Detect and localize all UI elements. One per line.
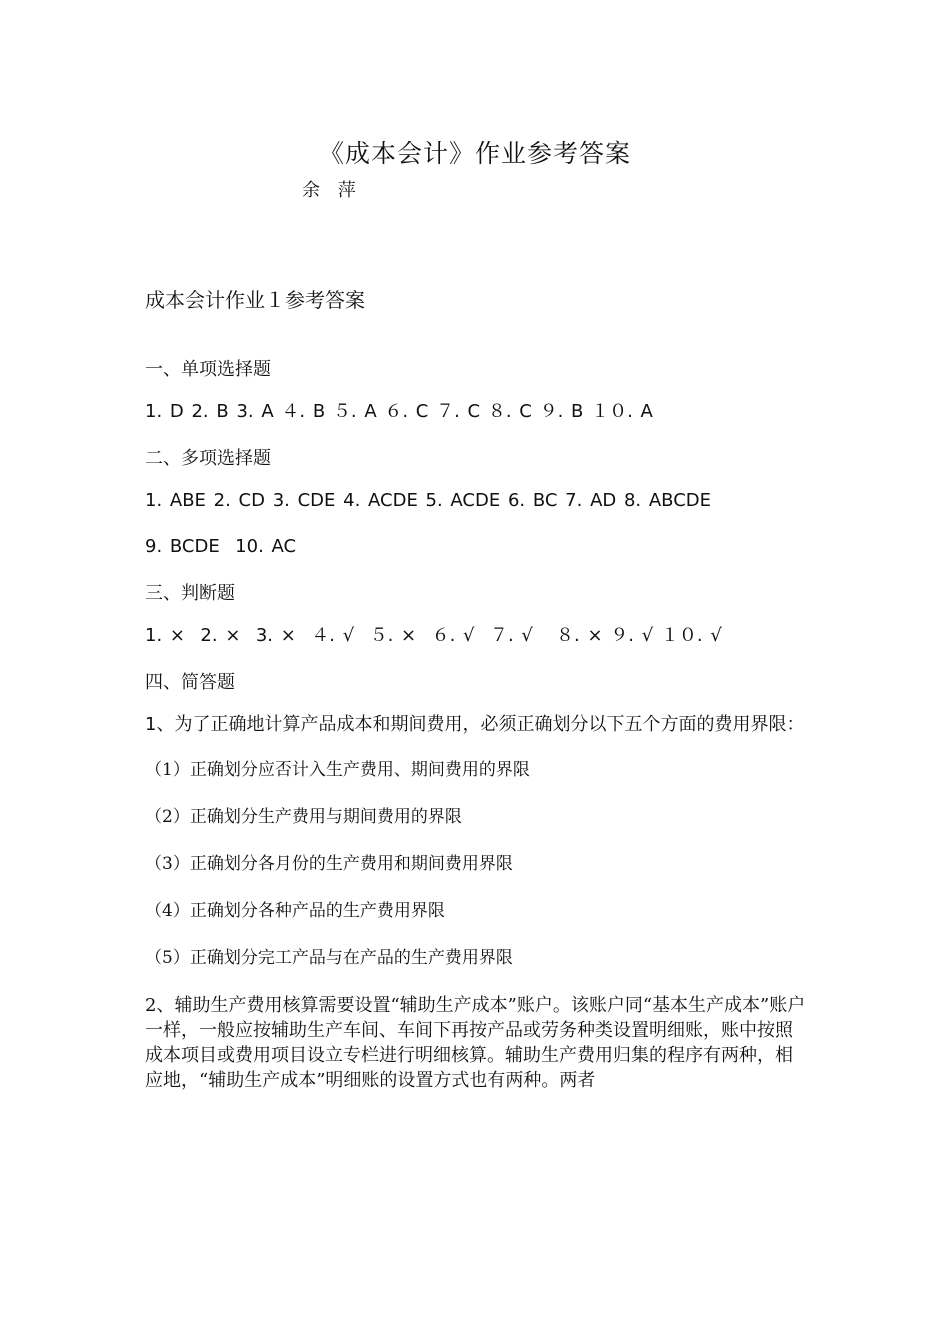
q1-item: （5）正确划分完工产品与在产品的生产费用界限: [145, 948, 513, 968]
document-title: 《成本会计》作业参考答案: [318, 139, 631, 168]
single-choice-answers: 1. D 2. B 3. A ４. B ５. A ６. C ７. C ８. C ９. B １０. A: [145, 401, 653, 422]
q1-number: 1: [145, 714, 157, 735]
q1-item: （1）正确划分应否计入生产费用、期间费用的界限: [145, 760, 530, 780]
q1-item: （3）正确划分各月份的生产费用和期间费用界限: [145, 854, 513, 874]
document-body: [145, 284, 810, 1114]
q1-intro: 、为了正确地计算产品成本和期间费用，必须正确划分以下五个方面的费用界限：: [156, 714, 805, 735]
q1-item: （2）正确划分生产费用与期间费用的界限: [145, 807, 462, 827]
section-heading: 成本会计作业１参考答案: [145, 288, 365, 312]
short-answer-label: 四、简答题: [145, 672, 235, 693]
true-false-label: 三、判断题: [145, 583, 235, 604]
multi-choice-answers-1: 1. ABE 2. CD 3. CDE 4. ACDE 5. ACDE 6. BC 7. AD 8. ABCDE: [145, 490, 712, 511]
q1-item: （4）正确划分各种产品的生产费用界限: [145, 901, 445, 921]
true-false-answers: 1. × 2. × 3. × ４. √ ５. × ６. √ ７. √ ８. × ９. √ １０. √: [145, 625, 722, 646]
single-choice-label: 一、单项选择题: [145, 359, 271, 380]
short-answer-q2: 2、辅助生产费用核算需要设置“辅助生产成本”账户。该账户同“基本生产成本”账户一样，一般应按辅助生产车间、车间下再按产品或劳务种类设置明细账，账中按照成本项目或费用项目设立专栏进行明细核算。辅助生产费用归集的程序有两种，相应地，“辅助生产成本”明细账的设置方式也有两种。两者: [145, 995, 806, 1091]
multi-choice-label: 二、多项选择题: [145, 448, 271, 469]
document-author: 余 萍: [302, 180, 362, 201]
multi-choice-answers-2: 9. BCDE 10. AC: [145, 536, 297, 557]
short-answer-q1: [145, 712, 810, 737]
